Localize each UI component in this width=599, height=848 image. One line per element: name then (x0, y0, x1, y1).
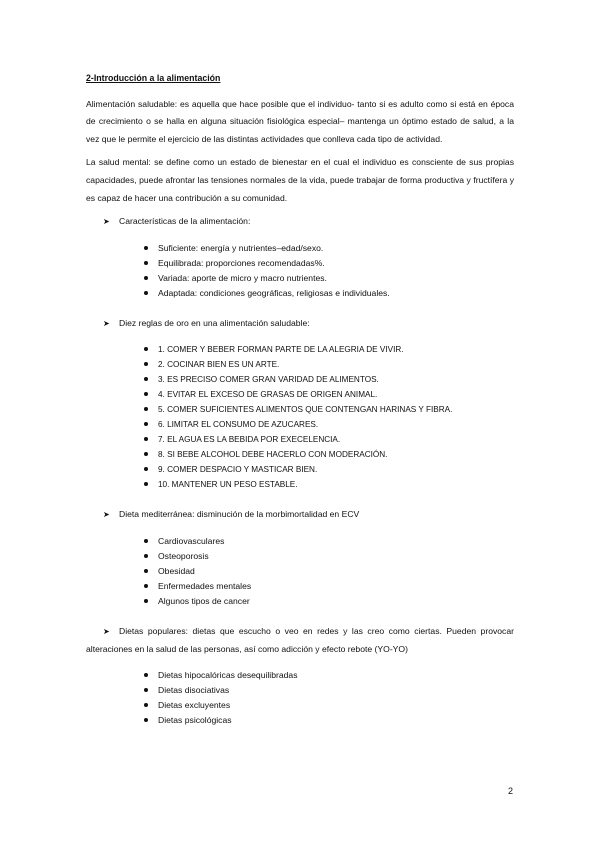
bullet-icon (144, 261, 148, 265)
list-item (86, 549, 514, 564)
list-item (86, 432, 514, 447)
list-item-text: 10. MANTENER UN PESO ESTABLE. (158, 480, 298, 490)
list-item-text: Adaptada: condiciones geográficas, religiosas e individuales. (158, 287, 390, 298)
list-item (86, 241, 514, 256)
list-item-text: Osteoporosis (158, 550, 209, 561)
bullet-icon (144, 688, 148, 692)
list-item (86, 372, 514, 387)
list-item (86, 271, 514, 286)
list-item (86, 342, 514, 357)
list-item-text: 5. COMER SUFICIENTES ALIMENTOS QUE CONTENGAN HARINAS Y FIBRA. (158, 405, 453, 415)
bullet-icon (144, 347, 148, 351)
list-item-text: 7. EL AGUA ES LA BEBIDA POR EXECELENCIA. (158, 435, 341, 445)
arrow-item-caracteristicas (86, 213, 514, 231)
list-item (86, 668, 514, 683)
bullet-icon (144, 291, 148, 295)
bullet-icon (144, 437, 148, 441)
list-item (86, 417, 514, 432)
bullet-icon (144, 718, 148, 722)
arrow-item-dietas-populares (86, 623, 514, 658)
list-caracteristicas (86, 241, 514, 301)
paragraph-alimentacion-saludable: Alimentación saludable: es aquella que hace posible que el individuo- tanto si es adulto como si está en época de crecimiento o se halla en alguna situación fisiológica especial– mantenga un óptimo estado de salud, a la vez que le permite el ejercicio de las distintas actividades que conlleva cada tipo de actividad. (86, 98, 514, 144)
arrow-bullet-icon: ➤ (103, 318, 110, 328)
bullet-icon (144, 482, 148, 486)
list-item (86, 534, 514, 549)
list-item-text: 2. COCINAR BIEN ES UN ARTE. (158, 360, 280, 370)
list-dietas-populares (86, 668, 514, 728)
list-item (86, 402, 514, 417)
list-item-text: Variada: aporte de micro y macro nutrientes. (158, 272, 327, 283)
bullet-icon (144, 362, 148, 366)
bullet-icon (144, 392, 148, 396)
list-item (86, 387, 514, 402)
paragraph-salud-mental: La salud mental: se define como un estado de bienestar en el cual el individuo es consciente de sus propias capacidades, puede afrontar las tensiones normales de la vida, puede trabajar de forma productiva y fructífera y es capaz de hacer una contribución a su comunidad. (86, 157, 514, 203)
bullet-icon (144, 554, 148, 558)
list-item (86, 357, 514, 372)
bullet-icon (144, 703, 148, 707)
arrow-bullet-icon: ➤ (103, 626, 110, 636)
list-item-text: Cardiovasculares (158, 535, 225, 546)
bullet-icon (144, 599, 148, 603)
section-heading: 2-Introducción a la alimentación (86, 73, 221, 83)
list-item-text: Equilibrada: proporciones recomendadas%. (158, 257, 325, 268)
list-item-text: Dietas disociativas (158, 685, 230, 696)
list-item-text: Algunos tipos de cancer (158, 595, 250, 606)
list-item-text: Dietas hipocalóricas desequilibradas (158, 670, 298, 681)
bullet-icon (144, 584, 148, 588)
bullet-icon (144, 673, 148, 677)
list-item-text: 8. SI BEBE ALCOHOL DEBE HACERLO CON MODERACIÓN. (158, 450, 388, 460)
arrow-bullet-icon: ➤ (103, 217, 110, 227)
list-item-text: Suficiente: energía y nutrientes–edad/sexo. (158, 242, 324, 253)
list-item-text: 1. COMER Y BEBER FORMAN PARTE DE LA ALEGRIA DE VIVIR. (158, 345, 404, 355)
bullet-icon (144, 539, 148, 543)
bullet-icon (144, 569, 148, 573)
list-item (86, 683, 514, 698)
arrow-item-dieta-mediterranea (86, 506, 514, 524)
list-item (86, 256, 514, 271)
list-item (86, 447, 514, 462)
page-number: 2 (508, 786, 514, 796)
list-item (86, 477, 514, 492)
arrow-item-title: Dietas populares: dietas que escucho o veo en redes y las creo como ciertas. Pueden provocar alteraciones en la salud de las personas, así como adicción y efecto rebote (YO-YO) (86, 625, 514, 654)
list-dieta-mediterranea (86, 534, 514, 609)
list-item (86, 698, 514, 713)
list-item (86, 462, 514, 477)
arrow-bullet-icon: ➤ (103, 510, 110, 520)
list-item-text: 9. COMER DESPACIO Y MASTICAR BIEN. (158, 465, 318, 475)
bullet-icon (144, 467, 148, 471)
arrow-item-title: Características de la alimentación: (119, 216, 251, 227)
list-diez-reglas (86, 342, 514, 492)
bullet-icon (144, 276, 148, 280)
list-item-text: 4. EVITAR EL EXCESO DE GRASAS DE ORIGEN ANIMAL. (158, 390, 378, 400)
list-item-text: Dietas psicológicas (158, 715, 232, 726)
list-item (86, 286, 514, 301)
page-content (86, 70, 514, 736)
list-item (86, 579, 514, 594)
list-item-text: 6. LIMITAR EL CONSUMO DE AZUCARES. (158, 420, 319, 430)
arrow-item-title: Diez reglas de oro en una alimentación saludable: (119, 317, 310, 328)
list-item (86, 564, 514, 579)
list-item-text: Enfermedades mentales (158, 580, 252, 591)
arrow-item-diez-reglas (86, 315, 514, 333)
list-item (86, 594, 514, 609)
arrow-item-title: Dieta mediterránea: disminución de la morbimortalidad en ECV (119, 509, 360, 520)
list-item-text: 3. ES PRECISO COMER GRAN VARIDAD DE ALIMENTOS. (158, 375, 379, 385)
bullet-icon (144, 422, 148, 426)
bullet-icon (144, 377, 148, 381)
bullet-icon (144, 246, 148, 250)
list-item-text: Obesidad (158, 565, 195, 576)
bullet-icon (144, 452, 148, 456)
bullet-icon (144, 407, 148, 411)
list-item (86, 713, 514, 728)
list-item-text: Dietas excluyentes (158, 700, 231, 711)
